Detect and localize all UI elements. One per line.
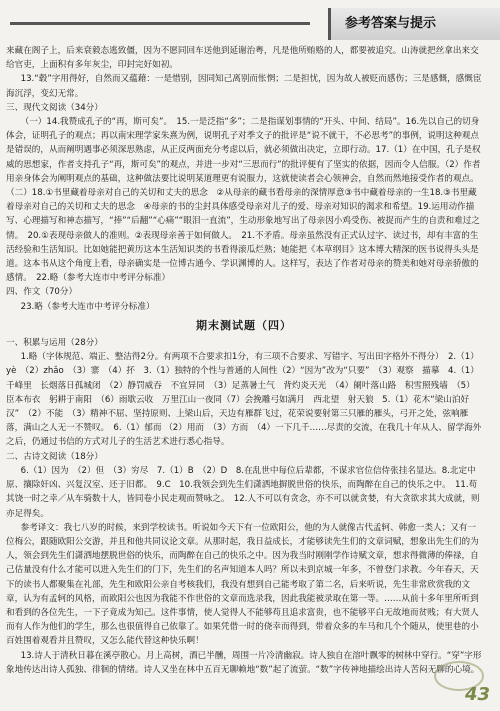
paragraph: 6.（1）因为 （2）但 （3）穷尽 7.（1）B （2）D 8.在乱世中每位后辈都，不谋求官位信侍张挂名显达。8.北定中原、攘除奸凶、兴复汉室、还于旧都。 9.C 10.我领会到先生们潇洒地摒脱世俗的快乐，而陶醉在自己的快乐之中。 11.苟其饶一时之幸／从车骑数十人，皆同卷小民走观而赞咏之。 12.人不可以有贪念，亦不可以就贪婪，有大贪欲求其大成就，则亦足得矣。 xyxy=(6,465,480,519)
top-paragraphs xyxy=(6,44,482,314)
paragraph: 参考译文：我七八岁的时候，来到学校读书。听说如今天下有一位欧阳公，他的为人就像古代孟轲、韩愈一类人；又有一位梅公，跟随欧阳公交游，并且和他共同议论文章。从那时起，我日益成长，才能够读先生们的文章词赋，想象出先生们的为人，领会到先生们潇洒地摆脱世俗的快乐，而陶醉在自己的快乐之中。因为我当时刚刚学作诗赋文章，想求得微薄的俸禄，自己估量没有什么才能可以进入先生们的门下，先生们的名声知道本人吗？所以未到京城一年多，不曾登门求教。今年春天，天下的读书人都聚集在礼部，先生和欧阳公亲自考核我们，我没有想到自己能考取了第二名，后来听说，先生非常欣赏我的文章，认为有孟轲的风格，而欧阳公也因为我能不作世俗的文章而选录我，因此我能被录取在第一等。……从前十多年里所听到和看到的各位先生，一下子竟成为知己。这件事情，使人觉得人不能够苟且追求富贵，也不能够平白无故地而贫贱；有大贤人而有人作为他们的学生，那么也很值得自己依靠了。如果凭借一时的侥幸而得到，带着众多的车马和几个个随从，使里巷的小百姓围着观看并且赞叹，又怎么能代替这种快乐啊！ xyxy=(6,522,479,647)
paragraph: 13.诗人于清秋日暮在溪亭散心。月上高树，酒已半醺，周围一片冷清幽寂。诗人独自在溶叶飘零的树林中穿行。“穿”字形象地传达出诗人孤独、徘徊的情绪。诗人又坐在林中五百无聊赖地“数”起了流萤。“数”字传神地描绘出诗人苦闷无聊的心境。 xyxy=(6,650,482,675)
paragraph: 23.略（参考大连市中考评分标准） xyxy=(20,301,155,312)
section-title: 期末测试题（四） xyxy=(196,318,292,332)
page-header xyxy=(0,0,500,40)
paragraph: 三、现代文阅读（34分） xyxy=(6,102,103,113)
paragraph: 来藏在阁子上，后来衰毅态逃致僵，因为不愿同回车送他到延谢治粤，凡是他所贿赂的人，都要被追究。山涛就把丝拿出来交给官吏，上面积有多年灰尘，印封完好如初。 xyxy=(6,46,479,71)
header-rule xyxy=(10,22,310,25)
paragraph: （一）14.我赞成孔子的“再，斯可矣”。 15.一是泛指“多”；二是指谋划事情的“开头、中间、结局”。16.先以自己的切身体会，证明孔子的观点；再以南宋理学家朱熹为例，说明孔子对季文子的批评是“说不就干，不必思考”的事例，说明这种观点是错误的，从而阐明遇事必须深思熟虑，从正反两面充分考虑以后，就必须做出决定，立即行动。17.（1）在中国，孔子是权威的思想家，作者支持孔子“再，斯可矣”的观点，并进一步对“三思而行”的批评便有了坚实的依据，因而令人信服。（2）作者用亲身体会为阐明观点的基础，这种做法要比说明某道理更有说服力，这就使读者会心领神会，自然而然地接受作者的观点。（二）18.①书里藏着母亲对自己的关切和丈夫的思念 ②从母亲的藏书看母亲的深情厚意③书中藏着母亲的一生18.③书里藏着母亲对自己的关切和丈夫的思念 ④母亲的书的尘封具体感受母亲对儿子的爱、母亲对知识的渴求和希望。19.运用动作描写、心理描写和神态描写，“捧”“后翻”“心痛”“眼泪一直流”，生动形象地写出了母亲因小鸡受伤、被捉而产生的自责和难过之情。 20.①表现母亲做人的准则。②表现母亲善于如何做人。 21.不矛盾。母亲虽然没有正式认过字、读过书，却有丰富的生活经验和生活知识。比如她能把黄历这本生活知识类的书看得滚瓜烂熟；她能把《本草纲目》这本博大精深的医书说得头头是道。这本书从这个角度上看，母亲确实是一位博古通今、学识渊博的人。这样写，表达了作者对母亲的赞美和她对母亲骄傲的感情。 22.略（参考大连市中考评分标准） xyxy=(6,117,481,284)
paragraph: 1.略（字体规范、端正、整洁得2分。有两项不合要求扣1分，有三项不合要求、写错字、写出田字格外不得分） 2.（1）yè （2）zhǎo （3）寨 （4）抔 3.（1）独特的个性与普通的人间性（2）“因为”改为“只要” （3）观察 描摹 4.（1）千峰里 长烟落日孤城闭 （2）静罚威吞 不宜异同 （3）足蒸暑土气 背灼炎天光 （4）阑叶落山路 积雪照残墙 （5）臣本布衣 躬耕于南阳 （6）雨歇云收 万里江山一夜同（7）会挽雕弓如满月 西北望 射天狼 5.（1）花木“梁山泊好汉” （2）不能 （3）精神不屈、坚持原则、上梁山后，天边有雁群飞过，花荣说要射第三只雁的雁头，弓开之处，弦响雁落，满山之人无一不赞叹。 6.（1）郁而 （2）用而 （3）方而 （4）一下几千……尽责的交流，在我几十年从人、留学海外之后，仍通过书信的方式对儿子的生活艺术进行悉心指导。 xyxy=(6,352,482,448)
paragraph: 13.“毂”字用得好，自然而又蕴藉：一是惜别，因同知己离别而怅惘；二是担忧，因为故人被贬而感伤；三是感慨，感慨宦海沉浮，变幻无常。 xyxy=(6,74,482,99)
paragraph: 四、作文（70分） xyxy=(6,287,78,298)
bottom-paragraphs xyxy=(6,336,482,677)
paragraph: 一、积累与运用（28分） xyxy=(6,338,103,349)
header-title: 参考答案与提示 xyxy=(328,8,500,40)
paragraph: 二、古诗文阅读（18分） xyxy=(6,451,103,462)
answer-content xyxy=(6,44,482,677)
page-number: 43 xyxy=(464,684,490,705)
